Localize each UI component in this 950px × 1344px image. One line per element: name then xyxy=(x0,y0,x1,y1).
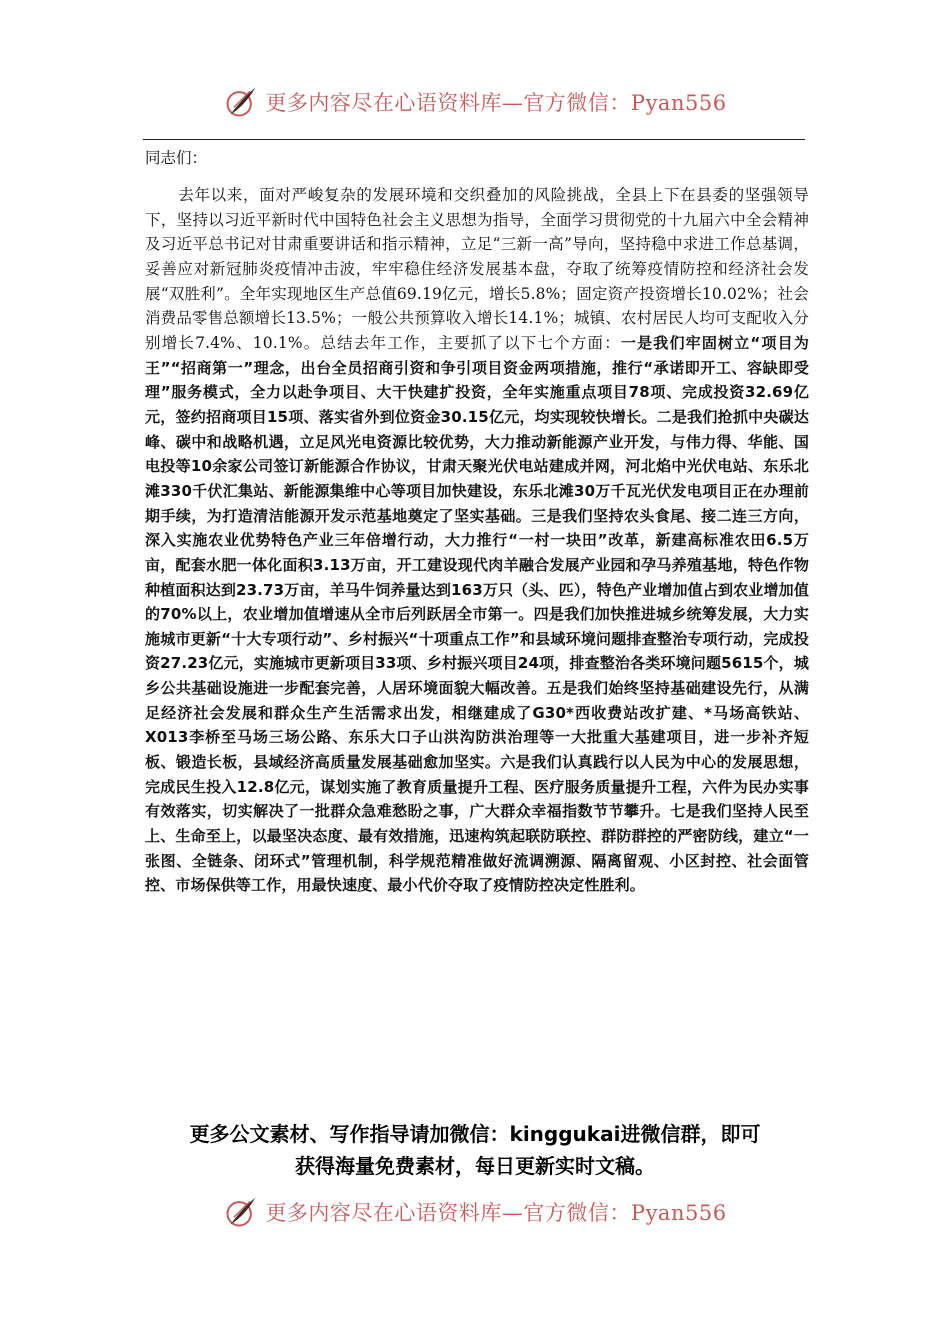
feather-quill-logo-icon xyxy=(223,1194,259,1230)
greeting: 同志们： xyxy=(145,149,208,167)
body-paragraph xyxy=(145,183,809,898)
feather-quill-logo-icon xyxy=(223,84,259,120)
footer-cta-line-1: 更多公文素材、写作指导请加微信：kinggukai进微信群，即可 xyxy=(189,1122,761,1146)
header-divider xyxy=(143,139,805,140)
header-banner xyxy=(0,82,950,122)
footer-cta xyxy=(120,1118,830,1182)
footer-cta-line-2: 获得海量免费素材，每日更新实时文稿。 xyxy=(295,1154,655,1178)
body-intro-text: 去年以来，面对严峻复杂的发展环境和交织叠加的风险挑战，全县上下在县委的坚强领导下，坚持以习近平新时代中国特色社会主义思想为指导，全面学习贯彻党的十九届六中全会精神及习近平总书记对甘肃重要讲话和指示精神，立足“三新一高”导向，坚持稳中求进工作总基调，妥善应对新冠肺炎疫情冲击波，牢牢稳住经济发展基本盘，夺取了统筹疫情防控和经济社会发展“双胜利”。全年实现地区生产总值69.19亿元，增长5.8%；固定资产投资增长10.02%；社会消费品零售总额增长13.5%；一般公共预算收入增长14.1%；城镇、农村居民人均可支配收入分别增长7.4%、10.1%。总结去年工作，主要抓了以下七个方面： xyxy=(145,186,809,352)
body-bold-text: 一是我们牢固树立“项目为王”“招商第一”理念，出台全员招商引资和争引项目资金两项措施，推行“承诺即开工、容缺即受理”服务模式，全力以赴争项目、大干快建扩投资，全年实施重点项目78项、完成投资32.69亿元，签约招商项目15项、落实省外到位资金30.15亿元，均实现较快增长。二是我们抢抓中央碳达峰、碳中和战略机遇，立足风光电资源比较优势，大力推动新能源产业开发，与伟力得、华能、国电投等10余家公司签订新能源合作协议，甘肃天聚光伏电站建成并网，河北焰中光伏电站、东乐北滩330千伏汇集站、新能源集维中心等项目加快建设，东乐北滩30万千瓦光伏发电项目正在办理前期手续，为打造清洁能源开发示范基地奠定了坚实基础。三是我们坚持农头食尾、接二连三方向，深入实施农业优势特色产业三年倍增行动，大力推行“一村一块田”改革，新建高标准农田6.5万亩，配套水肥一体化面积3.13万亩，开工建设现代肉羊融合发展产业园和孕马养殖基地，特色作物种植面积达到23.73万亩，羊马牛饲养量达到163万只（头、匹），特色产业增加值占到农业增加值的70%以上，农业增加值增速从全市后列跃居全市第一。四是我们加快推进城乡统筹发展，大力实施城市更新“十大专项行动”、乡村振兴“十项重点工作”和县域环境问题排查整治专项行动，完成投资27.23亿元，实施城市更新项目33项、乡村振兴项目24项，排查整治各类环境问题5615个，城乡公共基础设施进一步配套完善，人居环境面貌大幅改善。五是我们始终坚持基础建设先行，从满足经济社会发展和群众生产生活需求出发，相继建成了G30*西收费站改扩建、*马场高铁站、X013李桥至马场三场公路、东乐大口子山洪沟防洪治理等一大批重大基建项目，进一步补齐短板、锻造长板，县域经济高质量发展基础愈加坚实。六是我们认真践行以人民为中心的发展思想，完成民生投入12.8亿元，谋划实施了教育质量提升工程、医疗服务质量提升工程，六件为民办实事有效落实，切实解决了一批群众急难愁盼之事，广大群众幸福指数节节攀升。七是我们坚持人民至上、生命至上，以最坚决态度、最有效措施，迅速构筑起联防联控、群防群控的严密防线，建立“一张图、全链条、闭环式”管理机制，科学规范精准做好流调溯源、隔离留观、小区封控、社会面管控、市场保供等工作，用最快速度、最小代价夺取了疫情防控决定性胜利。 xyxy=(145,333,809,895)
header-banner-text: 更多内容尽在心语资料库—官方微信：Pyan556 xyxy=(265,91,727,115)
footer-banner xyxy=(0,1192,950,1232)
footer-banner-text: 更多内容尽在心语资料库—官方微信：Pyan556 xyxy=(265,1201,727,1225)
